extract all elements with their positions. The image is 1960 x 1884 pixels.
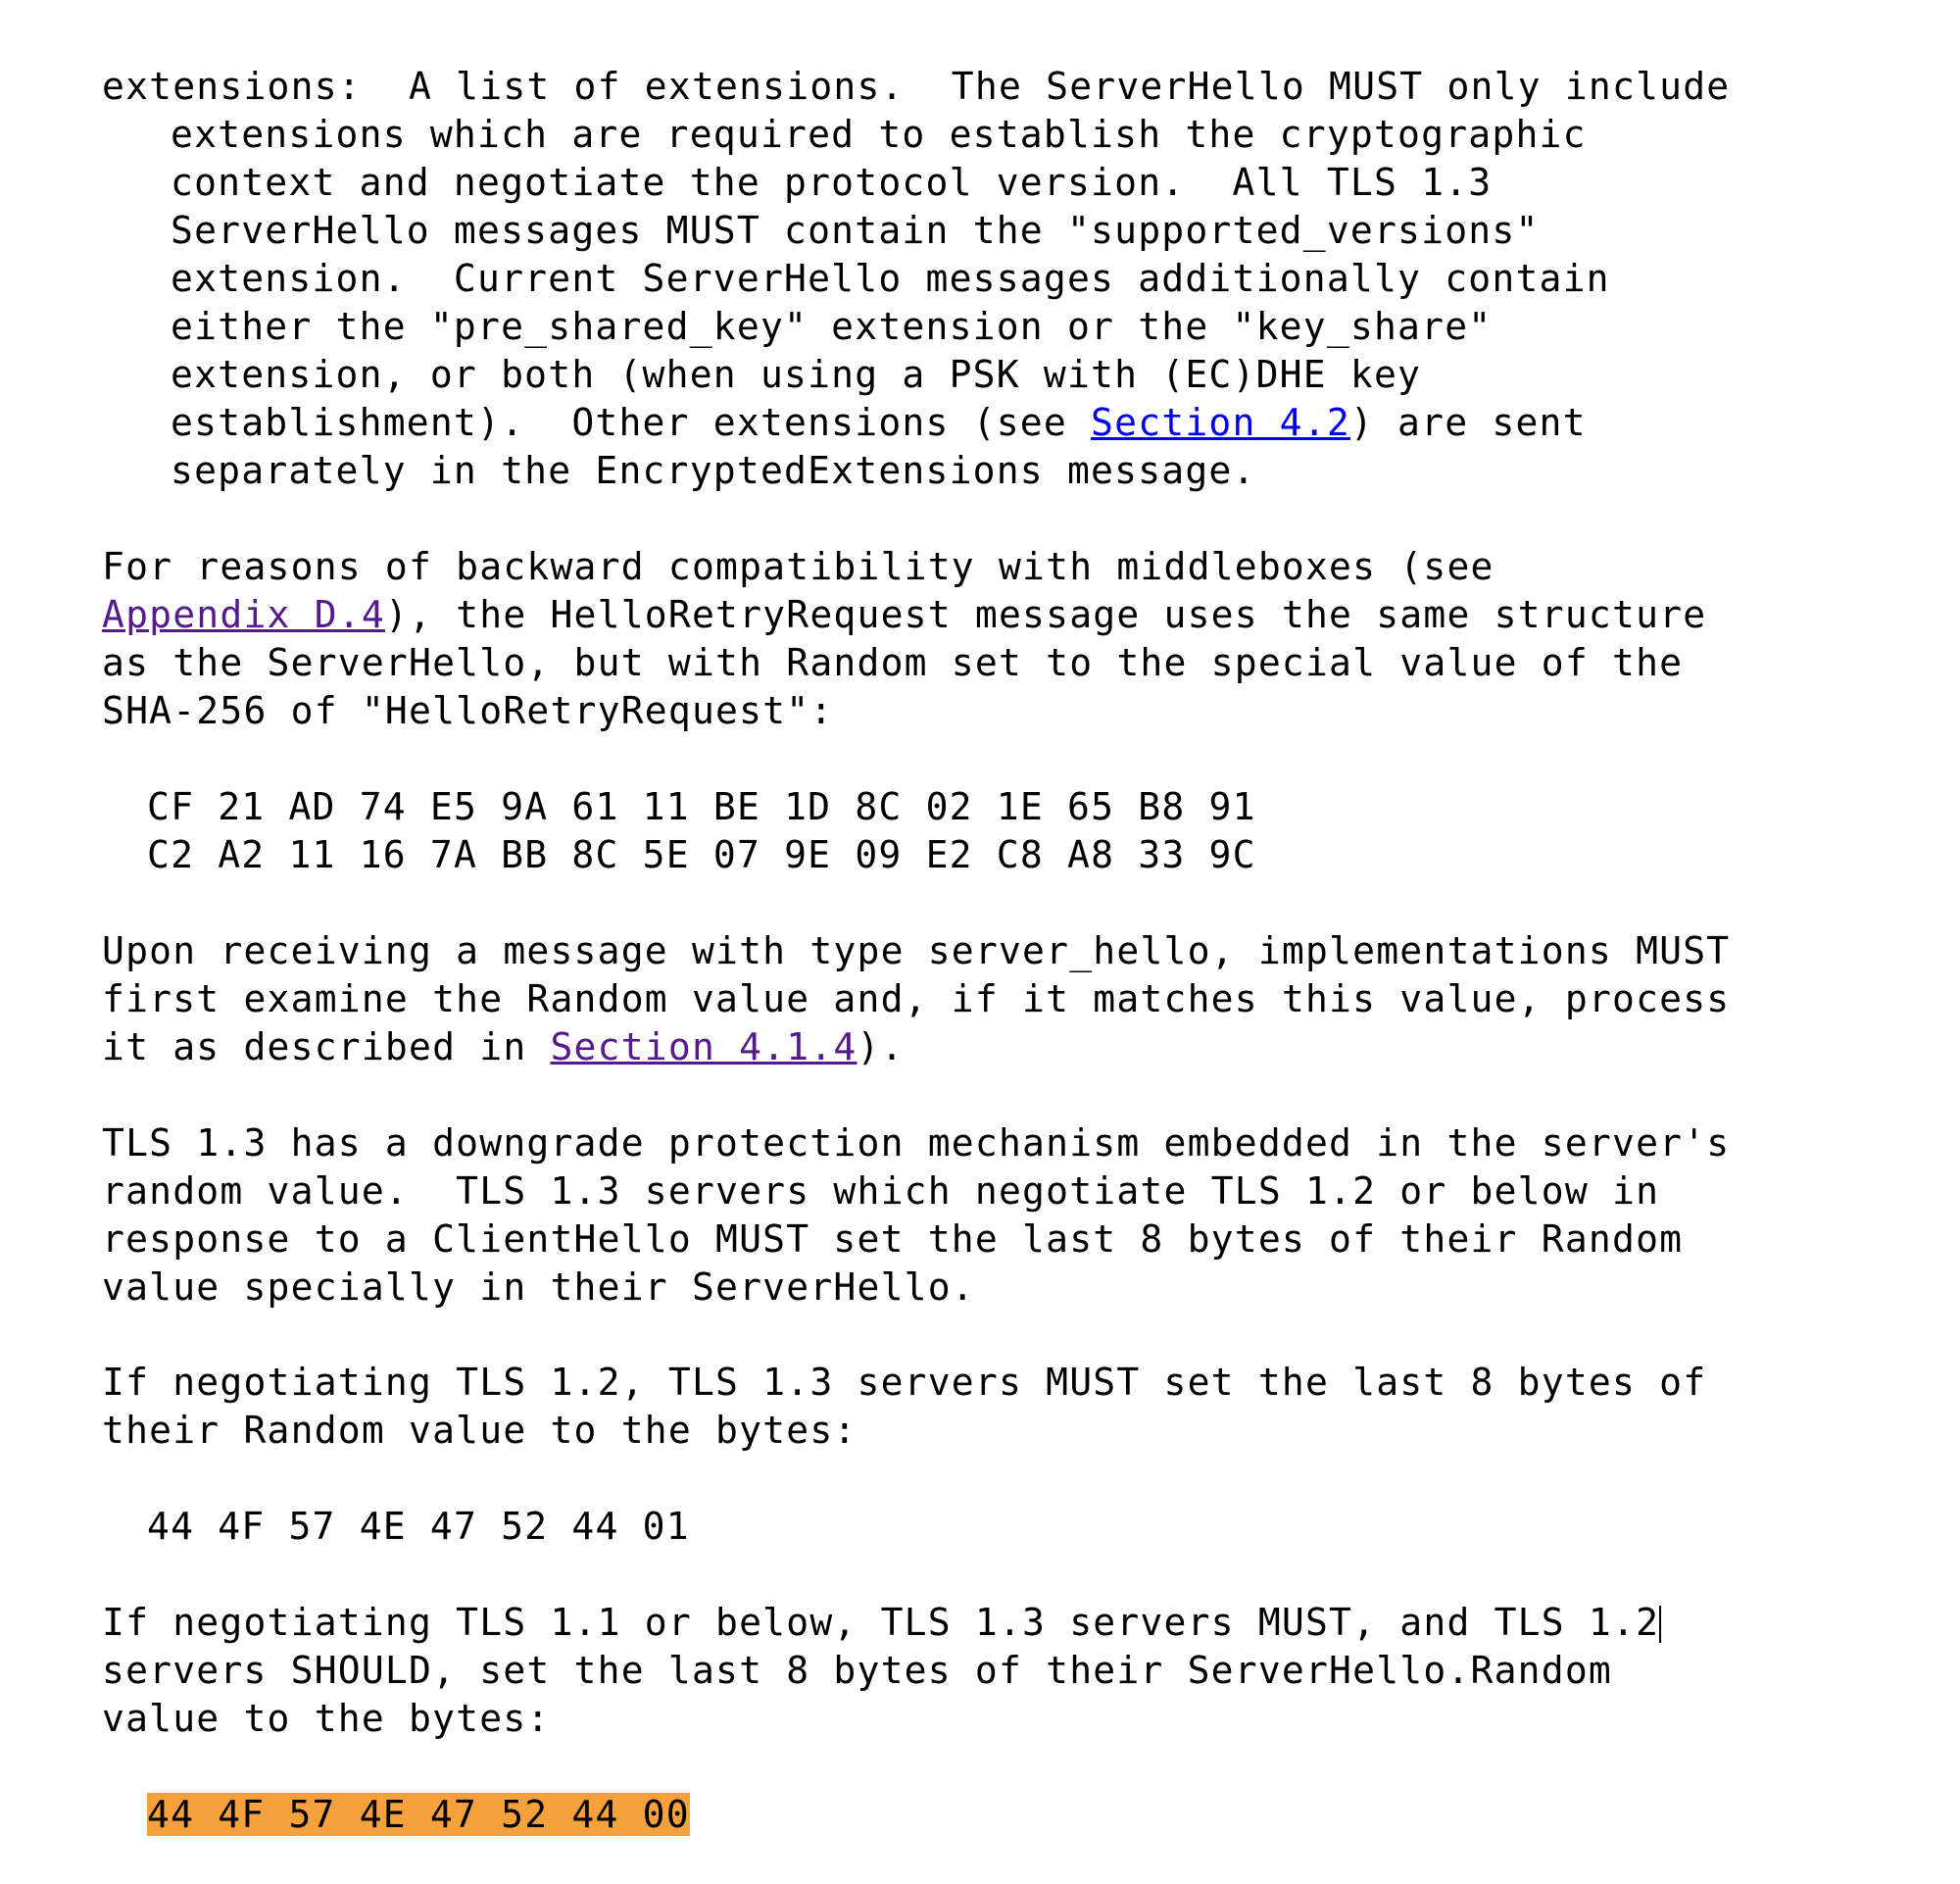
text-line: extension, or both (when using a PSK with (EC)DHE key bbox=[171, 353, 1422, 396]
section-4-1-4-link[interactable]: Section 4.1.4 bbox=[550, 1025, 858, 1068]
text-line: TLS 1.3 has a downgrade protection mechanism embedded in the server's bbox=[102, 1121, 1731, 1165]
text-line: context and negotiate the protocol version. All TLS 1.3 bbox=[171, 161, 1493, 204]
text-line: extensions: A list of extensions. The ServerHello MUST only include bbox=[102, 65, 1731, 108]
text-line: their Random value to the bytes: bbox=[102, 1409, 858, 1452]
text-line bbox=[171, 399, 1587, 447]
text-line: value to the bytes: bbox=[102, 1697, 551, 1740]
hex-bytes-line: 44 4F 57 4E 47 52 44 01 bbox=[147, 1505, 690, 1548]
hex-bytes-line: C2 A2 11 16 7A BB 8C 5E 07 9E 09 E2 C8 A8 33 9C bbox=[147, 833, 1256, 876]
text-line: ServerHello messages MUST contain the "supported_versions" bbox=[171, 209, 1540, 252]
text-segment: it as described in bbox=[102, 1025, 551, 1068]
text-line bbox=[102, 591, 1706, 639]
text-line: Upon receiving a message with type server_hello, implementations MUST bbox=[102, 929, 1731, 972]
text-line: If negotiating TLS 1.2, TLS 1.3 servers MUST set the last 8 bytes of bbox=[102, 1361, 1707, 1404]
text-line: For reasons of backward compatibility with middleboxes (see bbox=[102, 545, 1494, 588]
text-segment: If negotiating TLS 1.1 or below, TLS 1.3 servers MUST, and TLS 1.2 bbox=[102, 1601, 1660, 1644]
text-line: random value. TLS 1.3 servers which negotiate TLS 1.2 or below in bbox=[102, 1169, 1660, 1213]
text-line: extension. Current ServerHello messages additionally contain bbox=[171, 257, 1610, 300]
text-line: separately in the EncryptedExtensions message. bbox=[171, 449, 1256, 492]
text-line: value specially in their ServerHello. bbox=[102, 1265, 975, 1309]
hex-bytes-line: CF 21 AD 74 E5 9A 61 11 BE 1D 8C 02 1E 65 B8 91 bbox=[147, 785, 1256, 828]
text-segment: ). bbox=[857, 1025, 905, 1068]
search-highlight: 44 4F 57 4E 47 52 44 00 bbox=[147, 1793, 690, 1836]
text-caret bbox=[1659, 1606, 1661, 1643]
text-line bbox=[102, 1023, 905, 1071]
text-segment: ), the HelloRetryRequest message uses the same structure bbox=[384, 593, 1707, 636]
text-segment: establishment). Other extensions (see bbox=[171, 401, 1092, 444]
text-line: extensions which are required to establish the cryptographic bbox=[171, 113, 1587, 156]
text-line: as the ServerHello, but with Random set to the special value of the bbox=[102, 641, 1684, 684]
hex-bytes-line-highlighted bbox=[147, 1791, 690, 1839]
text-line: first examine the Random value and, if it matches this value, process bbox=[102, 977, 1731, 1020]
text-line: either the "pre_shared_key" extension or the "key_share" bbox=[171, 305, 1493, 348]
text-segment: ) are sent bbox=[1349, 401, 1587, 444]
text-line: SHA-256 of "HelloRetryRequest": bbox=[102, 689, 834, 732]
text-line: response to a ClientHello MUST set the last 8 bytes of their Random bbox=[102, 1217, 1684, 1261]
text-line: servers SHOULD, set the last 8 bytes of their ServerHello.Random bbox=[102, 1649, 1612, 1692]
text-line bbox=[102, 1599, 1661, 1647]
section-4-2-link[interactable]: Section 4.2 bbox=[1091, 401, 1350, 444]
appendix-d-4-link[interactable]: Appendix D.4 bbox=[102, 593, 385, 636]
